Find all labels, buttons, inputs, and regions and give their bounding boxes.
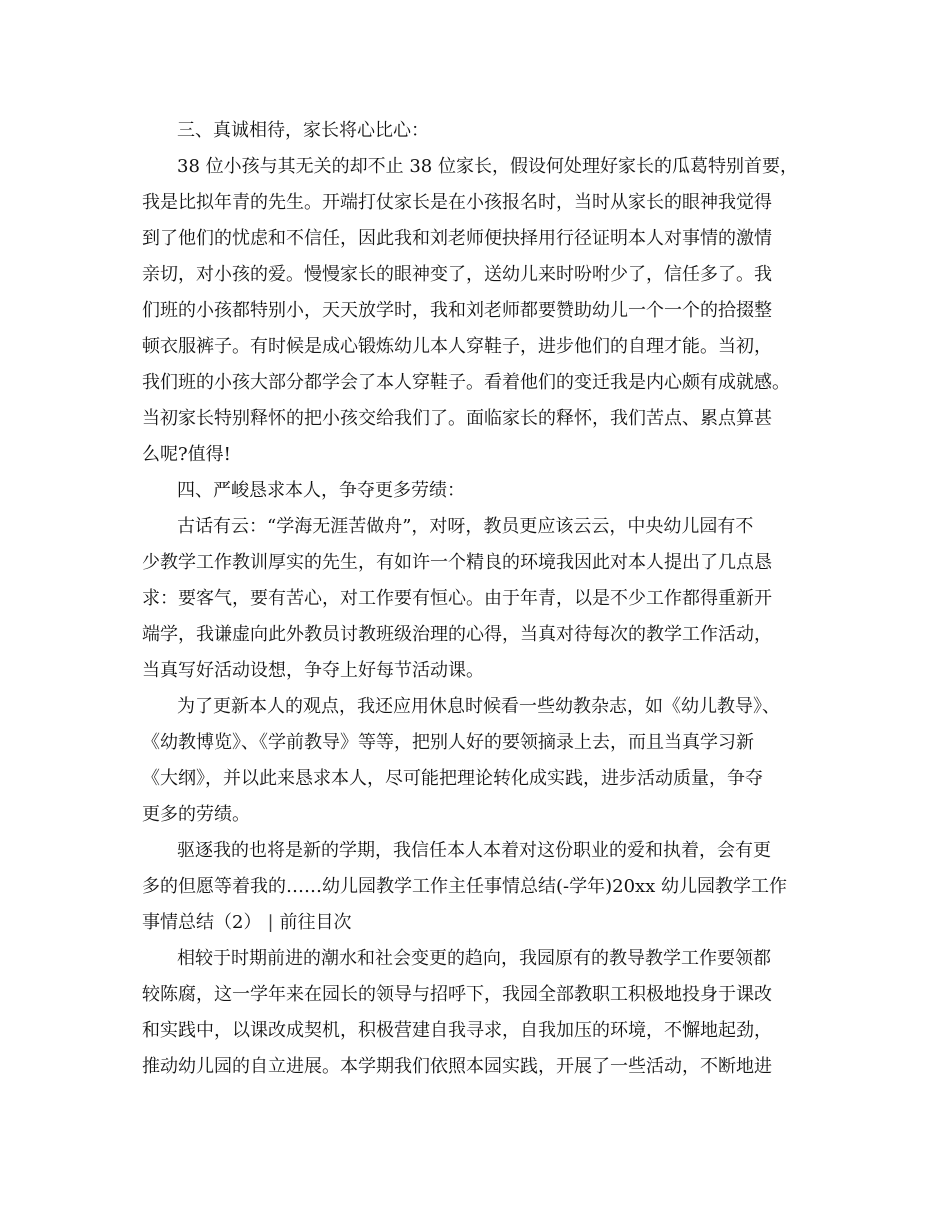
section3-heading: 三、真诚相待，家长将心比心： [177, 120, 429, 141]
paragraph-line: 当真写好活动设想，争夺上好每节活动课。 [142, 660, 484, 681]
paragraph-line: 38 位小孩与其无关的却不止 38 位家长，假设何处理好家长的瓜葛特别首要， [177, 156, 798, 177]
paragraph-line: 相较于时期前进的潮水和社会变更的趋向，我园原有的教导教学工作要领都 [177, 948, 771, 969]
paragraph-line: 《大纲》，并以此来恳求本人，尽可能把理论转化成实践，进步活动质量，争夺 [142, 768, 763, 789]
paragraph-line: 更多的劳绩。 [142, 804, 250, 825]
paragraph-line: 多的但愿等着我的……幼儿园教学工作主任事情总结(-学年)20xx 幼儿园教学工作 [142, 876, 788, 897]
paragraph-line: 端学，我谦虚向此外教员讨教班级治理的心得，当真对待每次的教学工作活动， [142, 624, 772, 645]
paragraph-line: 么呢?值得! [142, 444, 231, 465]
paragraph-line: 和实践中，以课改成契机，积极营建自我寻求，自我加压的环境，不懈地起劲， [142, 1020, 772, 1041]
paragraph-line: 到了他们的忧虑和不信任，因此我和刘老师便抉择用行径证明本人对事情的激情 [142, 228, 772, 249]
paragraph-line: 们班的小孩都特别小，天天放学时，我和刘老师都要赞助幼儿一个一个的拾掇整 [142, 300, 772, 321]
paragraph-line: 顿衣服裤子。有时候是成心锻炼幼儿本人穿鞋子，进步他们的自理才能。当初， [142, 336, 772, 357]
nav-line [142, 910, 822, 936]
paragraph-line: 我们班的小孩大部分都学会了本人穿鞋子。看着他们的变迁我是内心颇有成就感。 [142, 372, 790, 393]
return-to-toc-link[interactable]: 前往目次 [279, 912, 352, 933]
paragraph-line: 少教学工作教训厚实的先生，有如许一个精良的环境我因此对本人提出了几点恳 [142, 552, 772, 573]
paragraph-line: 推动幼儿园的自立进展。本学期我们依照本园实践，开展了一些活动，不断地进 [142, 1056, 772, 1077]
paragraph-line: 当初家长特别释怀的把小孩交给我们了。面临家长的释怀，我们苦点、累点算甚 [142, 408, 772, 429]
paragraph-line: 较陈腐，这一学年来在园长的领导与招呼下，我园全部教职工积极地投身于课改 [142, 984, 772, 1005]
paragraph-line: 求：要客气，要有苦心，对工作要有恒心。由于年青，以是不少工作都得重新开 [142, 588, 772, 609]
paragraph-line: 我是比拟年青的先生。开端打仗家长是在小孩报名时，当时从家长的眼神我觉得 [142, 192, 772, 213]
paragraph-line: 为了更新本人的观点，我还应用休息时候看一些幼教杂志，如《幼儿教导》、 [177, 696, 780, 717]
section4-heading: 四、严峻恳求本人，争夺更多劳绩： [177, 480, 465, 501]
paragraph-line: 古话有云：“学海无涯苦做舟”，对呀，教员更应该云云，中央幼儿园有不 [177, 516, 754, 537]
paragraph-line: 驱逐我的也将是新的学期，我信任本人本着对这份职业的爱和执着，会有更 [177, 840, 771, 861]
paragraph-line: 亲切，对小孩的爱。慢慢家长的眼神变了，送幼儿来时吩咐少了，信任多了。我 [142, 264, 772, 285]
paragraph-line: 《幼教博览》、《学前教导》等等，把别人好的要领摘录上去，而且当真学习新 [142, 732, 754, 753]
summary-title: 事情总结（2） [142, 912, 262, 933]
nav-separator: | [267, 912, 274, 933]
